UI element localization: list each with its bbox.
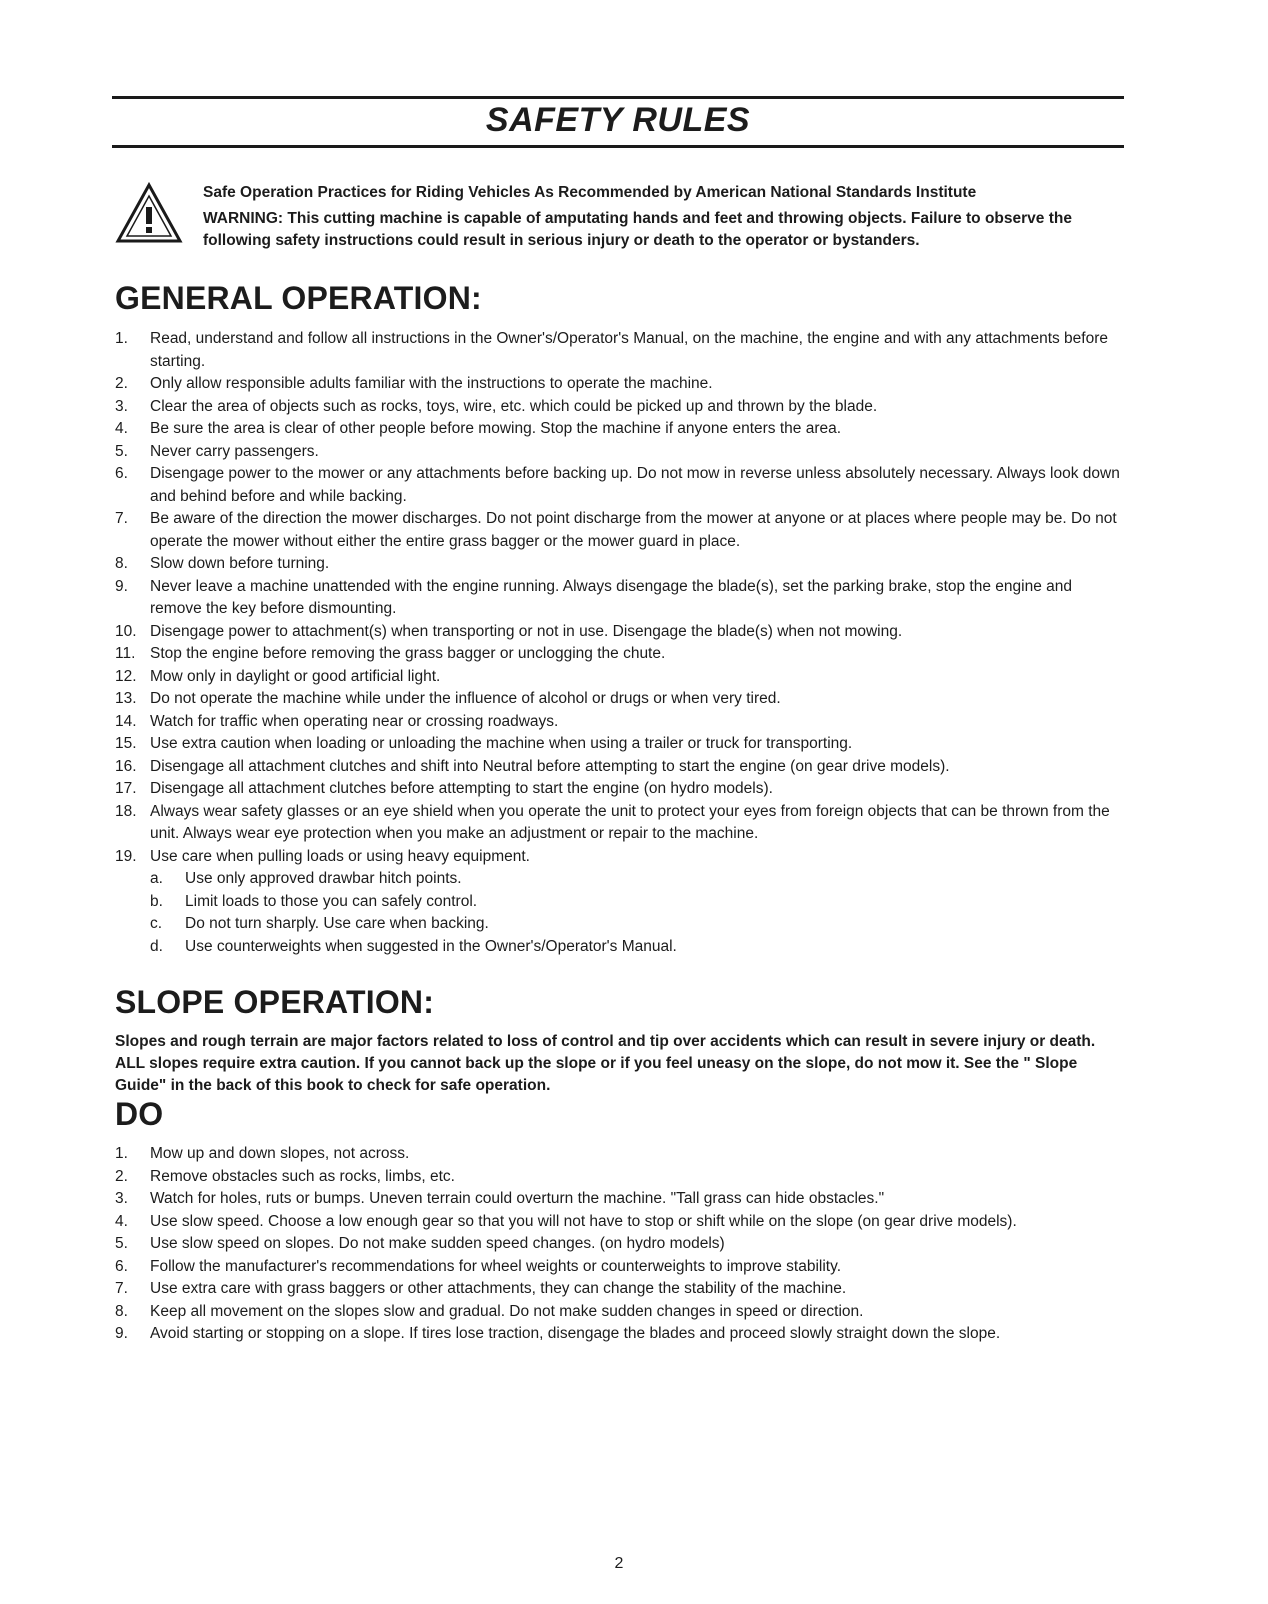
list-item xyxy=(115,553,1125,576)
slope-operation-heading: SLOPE OPERATION: xyxy=(115,984,435,1020)
item-text: Use extra care with grass baggers or other attachments, they can change the stability of the machine. xyxy=(150,1280,847,1297)
item-number: 18. xyxy=(115,802,137,820)
item-number: 13. xyxy=(115,690,137,707)
sub-list-item xyxy=(150,913,1125,936)
item-number: 11. xyxy=(115,645,136,662)
item-text: Watch for holes, ruts or bumps. Uneven terrain could overturn the machine. "Tall grass can hide obstacles." xyxy=(150,1190,885,1207)
general-operation-heading: GENERAL OPERATION: xyxy=(115,280,482,316)
list-item xyxy=(115,1301,1125,1324)
list-item xyxy=(115,1143,1125,1166)
item-letter: a. xyxy=(150,870,163,887)
list-item xyxy=(115,778,1125,801)
item-text: Keep all movement on the slopes slow and gradual. Do not make sudden changes in speed or direction. xyxy=(150,1302,864,1320)
item-number: 8. xyxy=(115,1302,128,1320)
pulling-loads-sublist xyxy=(150,868,1125,958)
item-text: Disengage power to attachment(s) when transporting or not in use. Disengage the blade(s) when not mowing. xyxy=(150,622,903,640)
warning-statement: WARNING: This cutting machine is capable of amputating hands and feet and throwing objects. Failure to observe the following safety instructions could result in serious injury or death to the operator or bystanders. xyxy=(203,210,1072,249)
warning-triangle-icon xyxy=(115,182,183,244)
item-text: Stop the engine before removing the grass bagger or unclogging the chute. xyxy=(150,645,666,662)
safety-notice xyxy=(115,182,1130,262)
item-text: Do not operate the machine while under the influence of alcohol or drugs or when very tired. xyxy=(150,690,781,707)
item-text: Use counterweights when suggested in the Owner's/Operator's Manual. xyxy=(185,937,677,955)
list-item xyxy=(115,756,1125,779)
item-text: Do not turn sharply. Use care when backing. xyxy=(185,915,489,932)
item-text: Be sure the area is clear of other people before mowing. Stop the machine if anyone enters the area. xyxy=(150,420,842,437)
item-text: Use only approved drawbar hitch points. xyxy=(185,870,462,887)
item-text: Watch for traffic when operating near or crossing roadways. xyxy=(150,712,559,730)
sub-list-item xyxy=(150,936,1125,959)
item-number: 9. xyxy=(115,1325,128,1342)
list-item xyxy=(115,621,1125,644)
list-item xyxy=(115,418,1125,441)
item-text: Never carry passengers. xyxy=(150,442,319,460)
item-text: Remove obstacles such as rocks, limbs, etc. xyxy=(150,1167,455,1185)
list-item xyxy=(115,643,1125,666)
sub-list-item xyxy=(150,868,1125,891)
list-item xyxy=(115,1323,1125,1346)
list-item xyxy=(115,1211,1125,1234)
list-item xyxy=(115,328,1125,373)
item-text: Mow only in daylight or good artificial light. xyxy=(150,667,441,685)
title-rule-bottom xyxy=(112,145,1124,148)
item-number: 7. xyxy=(115,510,128,527)
list-item xyxy=(115,688,1125,711)
item-text: Disengage all attachment clutches and shift into Neutral before attempting to start the engine (on gear drive models). xyxy=(150,757,950,775)
slope-intro-paragraph: Slopes and rough terrain are major factors related to loss of control and tip over accidents which can result in severe injury or death. ALL slopes require extra caution. If you cannot back up the slope or if you feel uneasy on the slope, do not mow it. See the " Slope Guide" in the back of this book to check for safe operation. xyxy=(115,1033,1096,1094)
item-text: Follow the manufacturer's recommendations for wheel weights or counterweights to improve stability. xyxy=(150,1257,842,1275)
list-item xyxy=(115,463,1125,508)
item-number: 2. xyxy=(115,375,128,392)
item-number: 3. xyxy=(115,1190,128,1207)
item-number: 17. xyxy=(115,780,137,797)
item-text: Use care when pulling loads or using heavy equipment. xyxy=(150,847,530,865)
item-text: Limit loads to those you can safely control. xyxy=(185,892,478,910)
item-text: Use extra caution when loading or unloading the machine when using a trailer or truck for transporting. xyxy=(150,735,853,752)
do-list xyxy=(115,1143,1125,1346)
item-number: 6. xyxy=(115,1257,128,1275)
list-item xyxy=(115,801,1125,846)
item-number: 5. xyxy=(115,1235,128,1252)
list-item xyxy=(115,1256,1125,1279)
list-item xyxy=(115,576,1125,621)
item-number: 7. xyxy=(115,1280,128,1297)
sub-list-item xyxy=(150,891,1125,914)
item-number: 19. xyxy=(115,847,137,865)
item-number: 15. xyxy=(115,735,137,752)
notice-text xyxy=(203,182,1128,252)
item-text: Slow down before turning. xyxy=(150,555,330,572)
item-letter: d. xyxy=(150,937,163,955)
item-number: 9. xyxy=(115,577,128,595)
list-item xyxy=(115,1278,1125,1301)
list-item xyxy=(115,508,1125,553)
page-title: SAFETY RULES xyxy=(485,101,751,139)
list-item xyxy=(115,846,1125,959)
item-number: 6. xyxy=(115,465,128,482)
item-number: 14. xyxy=(115,712,137,730)
item-text: Use slow speed on slopes. Do not make sudden speed changes. (on hydro models) xyxy=(150,1235,725,1252)
item-text: Only allow responsible adults familiar with the instructions to operate the machine. xyxy=(150,375,713,392)
item-number: 2. xyxy=(115,1167,128,1185)
item-text: Never leave a machine unattended with the engine running. Always disengage the blade(s), set the parking brake, stop the engine and remove the key before dismounting. xyxy=(150,577,1073,617)
item-number: 4. xyxy=(115,1212,128,1230)
item-text: Always wear safety glasses or an eye shield when you operate the unit to protect your eyes from foreign objects that can be thrown from the unit. Always wear eye protection when you make an adjustment or repair to the machine. xyxy=(150,802,1110,842)
item-number: 10. xyxy=(115,622,137,640)
list-item xyxy=(115,396,1125,419)
list-item xyxy=(115,1233,1125,1256)
item-text: Be aware of the direction the mower discharges. Do not point discharge from the mower at anyone or at places where people may be. Do not operate the mower without either the entire grass bagger or the mower guard in place. xyxy=(150,510,1117,550)
item-text: Disengage all attachment clutches before attempting to start the engine (on hydro models). xyxy=(150,780,773,797)
general-operation-list xyxy=(115,328,1125,958)
item-number: 4. xyxy=(115,420,128,437)
list-item xyxy=(115,1166,1125,1189)
list-item xyxy=(115,1188,1125,1211)
item-number: 12. xyxy=(115,667,137,685)
item-number: 1. xyxy=(115,1145,128,1162)
list-item xyxy=(115,373,1125,396)
standard-reference: Safe Operation Practices for Riding Vehicles As Recommended by American National Standards Institute xyxy=(203,184,977,201)
item-number: 3. xyxy=(115,397,128,415)
page-number: 2 xyxy=(614,1555,624,1572)
list-item xyxy=(115,733,1125,756)
item-text: Use slow speed. Choose a low enough gear so that you will not have to stop or shift while on the slope (on gear drive models). xyxy=(150,1212,1017,1230)
item-text: Avoid starting or stopping on a slope. If tires lose traction, disengage the blades and proceed slowly straight down the slope. xyxy=(150,1325,1001,1342)
item-number: 8. xyxy=(115,555,128,572)
list-item xyxy=(115,441,1125,464)
item-number: 1. xyxy=(115,330,128,347)
item-number: 5. xyxy=(115,442,128,460)
list-item xyxy=(115,666,1125,689)
item-text: Mow up and down slopes, not across. xyxy=(150,1145,410,1162)
item-text: Clear the area of objects such as rocks, toys, wire, etc. which could be picked up and thrown by the blade. xyxy=(150,397,878,415)
item-text: Read, understand and follow all instructions in the Owner's/Operator's Manual, on the machine, the engine and with any attachments before starting. xyxy=(150,330,1109,370)
item-number: 16. xyxy=(115,757,137,775)
item-letter: b. xyxy=(150,892,163,910)
list-item xyxy=(115,711,1125,734)
item-letter: c. xyxy=(150,915,163,932)
item-text: Disengage power to the mower or any attachments before backing up. Do not mow in reverse unless absolutely necessary. Always look down and behind before and while backing. xyxy=(150,465,1120,505)
do-heading: DO xyxy=(115,1096,164,1132)
